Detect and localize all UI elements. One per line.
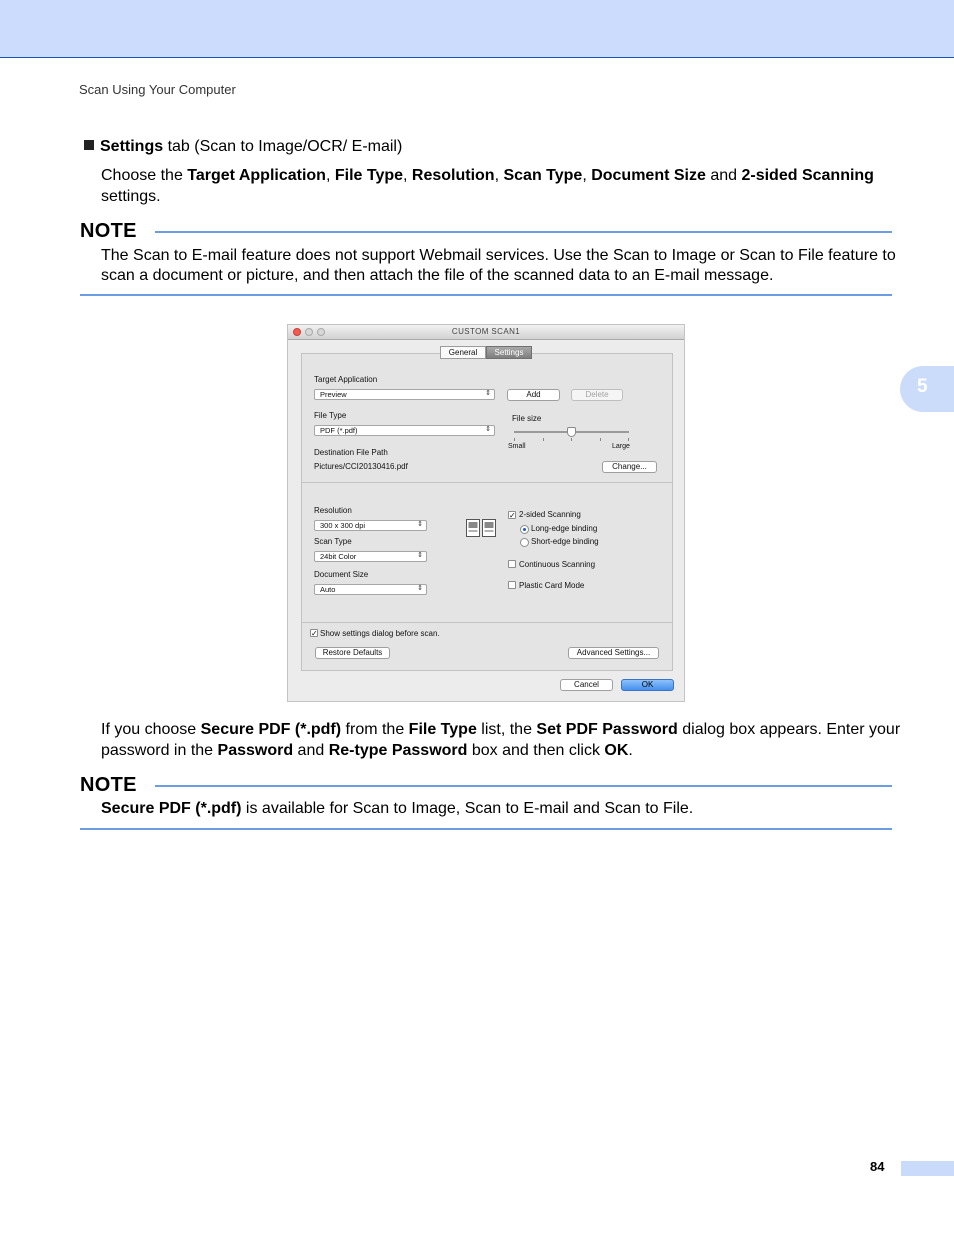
show-dialog-label: Show settings dialog before scan. [320, 629, 440, 638]
bold-run: Secure PDF (*.pdf) [200, 721, 342, 738]
slider-tick [514, 438, 515, 441]
note-bottom-rule [80, 294, 892, 296]
square-bullet-icon [84, 140, 94, 150]
continuous-scanning-checkbox[interactable] [508, 560, 516, 568]
bold-run: 2-sided Scanning [741, 167, 874, 184]
scan-type-select[interactable] [314, 551, 427, 562]
text-run: , [325, 167, 335, 184]
bold-run: Scan Type [503, 167, 583, 184]
text-run: settings. [101, 188, 161, 205]
note-rule [155, 785, 892, 787]
text-run: Choose the [101, 167, 188, 184]
plastic-card-label: Plastic Card Mode [519, 581, 585, 590]
file-size-large-label: Large [612, 443, 630, 450]
note-body: The Scan to E-mail feature does not support Webmail services. Use the Scan to Image or Scan to File feature to scan a document or picture, and then attach the file of the scanned data to an E-mail message. [101, 247, 896, 284]
note-heading: NOTE [80, 220, 137, 242]
target-application-value: Preview [320, 390, 347, 399]
text-run: If you choose [101, 721, 201, 738]
bold-run: Re-type Password [328, 742, 468, 759]
scan-type-value: 24bit Color [320, 552, 357, 561]
slider-tick [628, 438, 629, 441]
text-run: , [582, 167, 592, 184]
chapter-number: 5 [917, 376, 928, 397]
document-size-select[interactable] [314, 584, 427, 595]
delete-button[interactable]: Delete [571, 389, 623, 401]
dialog-titlebar [288, 325, 684, 340]
running-head: Scan Using Your Computer [79, 82, 236, 97]
tab-settings[interactable]: Settings [486, 346, 532, 359]
restore-defaults-button[interactable]: Restore Defaults [315, 647, 390, 659]
show-dialog-checkbox[interactable]: ✓ [311, 629, 318, 638]
page-number-bar [901, 1161, 954, 1176]
text-run: , [403, 167, 412, 184]
file-type-value: PDF (*.pdf) [320, 426, 358, 435]
slider-tick [600, 438, 601, 441]
bold-run: Document Size [591, 167, 706, 184]
file-size-label: File size [512, 414, 542, 423]
tab-general[interactable]: General [440, 346, 486, 359]
target-application-select[interactable] [314, 389, 495, 400]
bold-run: Password [217, 742, 294, 759]
chapter-tab [900, 366, 954, 412]
add-button[interactable]: Add [507, 389, 560, 401]
document-size-label: Document Size [314, 570, 369, 579]
destination-path-label: Destination File Path [314, 448, 388, 457]
short-edge-label: Short-edge binding [531, 537, 599, 546]
paragraph-secure-pdf [101, 719, 901, 761]
resolution-label: Resolution [314, 506, 352, 515]
target-application-label: Target Application [314, 375, 378, 384]
section-divider [302, 622, 672, 623]
section-divider [302, 482, 672, 483]
short-edge-radio[interactable] [520, 538, 529, 547]
document-size-value: Auto [320, 585, 336, 594]
top-header-band [0, 0, 954, 58]
plastic-card-checkbox[interactable] [508, 581, 516, 589]
text-run: dialog box appears. Enter your password in the [101, 721, 901, 759]
updown-arrows-icon: ⇕ [417, 552, 423, 559]
ok-button[interactable]: OK [621, 679, 674, 691]
file-size-small-label: Small [508, 443, 526, 450]
updown-arrows-icon: ⇕ [485, 390, 491, 397]
bold-run: Target Application [187, 167, 326, 184]
bold-run: File Type [334, 167, 404, 184]
note-bottom-rule [80, 828, 892, 830]
bullet-bold: Settings [100, 138, 164, 155]
bold-run: File Type [408, 721, 477, 738]
long-edge-radio[interactable] [520, 525, 529, 534]
note-heading: NOTE [80, 774, 137, 796]
bold-run: OK [604, 742, 629, 759]
text-run: . [628, 742, 633, 759]
dialog-tabs [440, 346, 532, 359]
cancel-button[interactable]: Cancel [560, 679, 613, 691]
text-run: is available for Scan to Image, Scan to E-mail and Scan to File. [241, 800, 694, 817]
custom-scan-dialog [287, 324, 685, 702]
change-button[interactable]: Change... [602, 461, 657, 473]
page-number: 84 [870, 1159, 885, 1174]
updown-arrows-icon: ⇕ [417, 521, 423, 528]
slider-tick [571, 438, 572, 441]
note-rule [155, 231, 892, 233]
paragraph-choose-settings [101, 165, 901, 207]
two-sided-label: 2-sided Scanning [519, 510, 581, 519]
continuous-scanning-label: Continuous Scanning [519, 560, 596, 569]
bold-run: Resolution [411, 167, 495, 184]
text-run: from the [341, 721, 409, 738]
long-edge-label: Long-edge binding [531, 524, 598, 533]
text-run: and [705, 167, 742, 184]
text-run: and [293, 742, 329, 759]
resolution-value: 300 x 300 dpi [320, 521, 366, 530]
scan-type-label: Scan Type [314, 537, 352, 546]
resolution-select[interactable] [314, 520, 427, 531]
text-run: box and then click [467, 742, 605, 759]
file-type-select[interactable] [314, 425, 495, 436]
file-size-slider-thumb[interactable] [567, 427, 576, 437]
bullet-text: tab (Scan to Image/OCR/ E-mail) [163, 138, 403, 155]
text-run: , [494, 167, 504, 184]
text-run: list, the [476, 721, 537, 738]
destination-path-value: Pictures/CCI20130416.pdf [314, 462, 408, 471]
advanced-settings-button[interactable]: Advanced Settings... [568, 647, 659, 659]
bullet-settings-tab [84, 138, 402, 156]
file-type-label: File Type [314, 411, 347, 420]
two-sided-checkbox[interactable]: ✓ [509, 511, 516, 520]
bold-run: Set PDF Password [536, 721, 678, 738]
note-body [101, 799, 896, 819]
settings-pane [301, 353, 673, 671]
updown-arrows-icon: ⇕ [417, 585, 423, 592]
dialog-title: CUSTOM SCAN1 [451, 327, 521, 336]
slider-tick [543, 438, 544, 441]
duplex-scan-icon [466, 519, 496, 537]
updown-arrows-icon: ⇕ [485, 426, 491, 433]
bold-run: Secure PDF (*.pdf) [101, 800, 242, 817]
